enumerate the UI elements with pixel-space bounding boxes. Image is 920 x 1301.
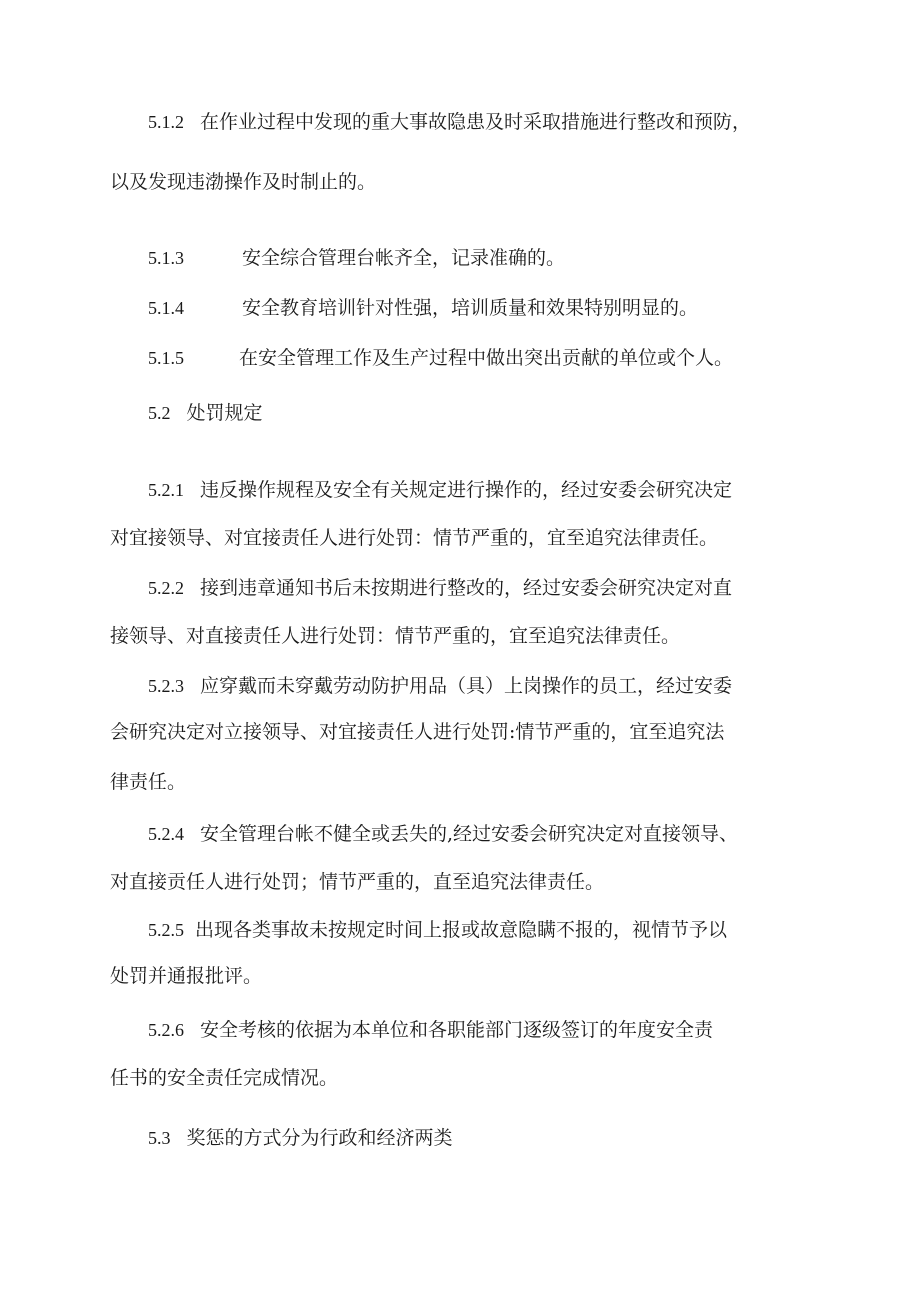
- clause-continuation: 对宜接领导、对宜接责任人进行处罚：情节严重的，宜至追究法律责任。: [110, 527, 719, 549]
- section-title: 奖惩的方式分为行政和经济两类: [186, 1127, 453, 1149]
- clause-number: 5.1.5: [148, 348, 184, 368]
- clause-continuation: 对直接贡任人进行处罚；情节严重的，直至追究法律责任。: [110, 871, 605, 893]
- section-5-3-heading: [148, 1126, 453, 1150]
- clause-continuation: 律责任。: [110, 771, 187, 793]
- clause-number: 5.1.4: [148, 298, 184, 318]
- clause-text: 安全综合管理台帐齐全，记录准确的。: [242, 247, 566, 269]
- clause-continuation: 以及发现违渤操作及时制止的。: [110, 171, 377, 193]
- clause-text: 安全教育培训针对性强，培训质量和效果特别明显的。: [242, 297, 699, 319]
- clause-text: 违反操作规程及安全有关规定进行操作的，经过安委会研究决定: [200, 479, 733, 501]
- clause-text: 在安全管理工作及生产过程中做出突出贡献的单位或个人。: [239, 347, 734, 369]
- clause-text: 在作业过程中发现的重大事故隐患及时采取措施进行整改和预防，: [200, 111, 752, 133]
- clause-text: 安全考核的依据为本单位和各职能部门逐级签订的年度安全责: [200, 1019, 714, 1041]
- clause-continuation: 接领导、对直接责任人进行处罚：情节严重的，宜至追究法律责任。: [110, 625, 681, 647]
- clause-number: 5.2.2: [148, 578, 184, 598]
- clause-5-2-1: [148, 478, 732, 502]
- clause-5-2-2: [148, 576, 732, 600]
- clause-continuation: 任书的安全责任完成情况。: [110, 1067, 339, 1089]
- section-5-2-heading: [148, 401, 263, 425]
- clause-number: 5.2.3: [148, 676, 184, 696]
- clause-5-1-5: [148, 346, 733, 370]
- section-number: 5.3: [148, 1128, 171, 1148]
- clause-continuation: 处罚并通报批评。: [110, 965, 263, 987]
- clause-5-2-6: [148, 1018, 713, 1042]
- clause-5-1-4: [148, 296, 698, 320]
- clause-5-2-4: [148, 822, 738, 846]
- clause-5-1-3: [148, 246, 565, 270]
- section-title: 处罚规定: [186, 402, 263, 424]
- clause-number: 5.2.4: [148, 824, 184, 844]
- clause-number: 5.2.6: [148, 1020, 184, 1040]
- clause-5-2-3: [148, 674, 732, 698]
- clause-text: 接到违章通知书后未按期进行整改的，经过安委会研究决定对直: [200, 577, 733, 599]
- clause-number: 5.1.3: [148, 248, 184, 268]
- clause-number: 5.2.5: [148, 920, 184, 940]
- clause-continuation: 会研究决定对立接领导、对宜接责任人进行处罚:情节严重的，宜至追究法: [110, 721, 725, 743]
- section-number: 5.2: [148, 403, 171, 423]
- clause-5-1-2: [148, 110, 838, 134]
- clause-text: 应穿戴而未穿戴劳动防护用品（具）上岗操作的员工，经过安委: [200, 675, 733, 697]
- clause-5-2-5: [148, 918, 727, 942]
- clause-number: 5.2.1: [148, 480, 184, 500]
- clause-text: 出现各类事故未按规定时间上报或故意隐瞒不报的，视情节予以: [195, 919, 728, 941]
- clause-number: 5.1.2: [148, 112, 184, 132]
- clause-text: 安全管理台帐不健全或丢失的,经过安委会研究决定对直接领导、: [200, 823, 739, 845]
